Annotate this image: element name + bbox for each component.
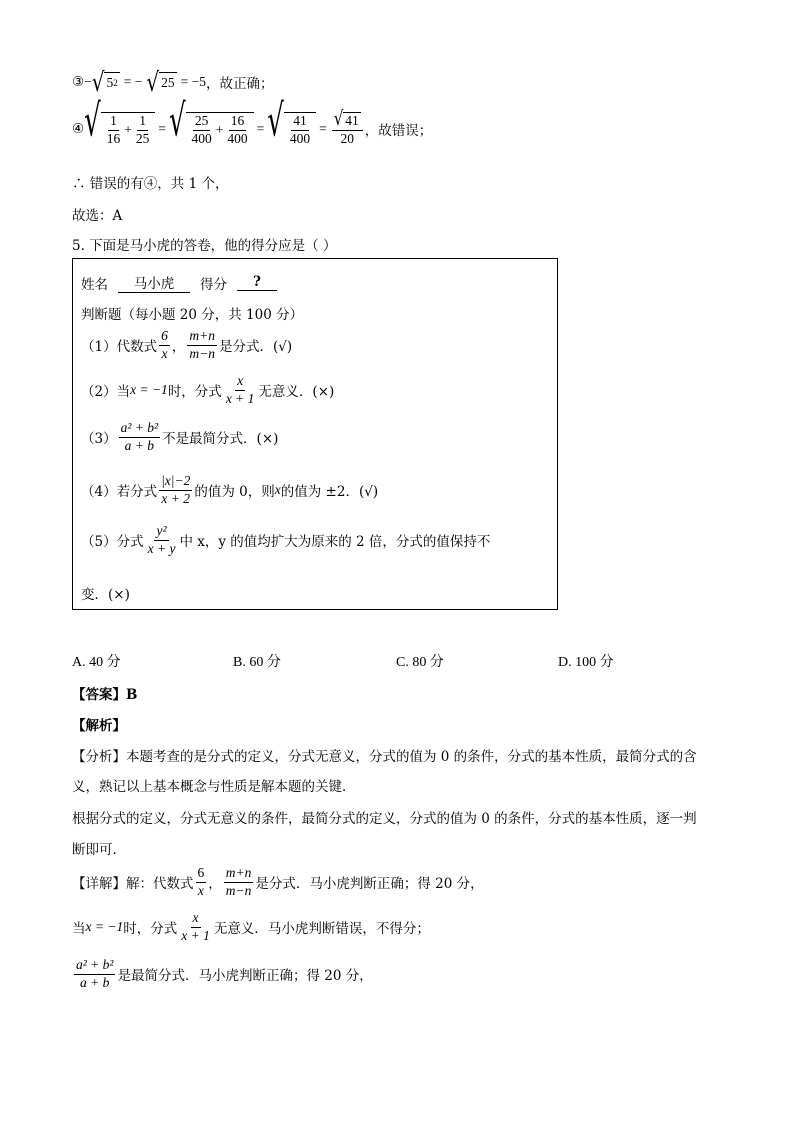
item-4-marker: ④ [72,121,85,138]
prev-choice: 故选：A [72,208,123,224]
equals-sign: = [319,121,327,137]
statement-2: （2）当 x = −1 时，分式 $\frac{x}{x + 1}$ 无意义．(×) [81,373,335,406]
analysis-line-2: 义，熟记以上基本概念与性质是解本题的关键． [72,779,356,795]
analysis-label: 【解析】 [72,718,126,734]
score-value: ? [237,274,277,291]
statement-5-tail: 变．(×) [81,587,130,603]
statement-3: （3） $\frac{\text{a² + b²}}{a + b}$ 不是最简分式．(×) [81,420,279,453]
card-section-title: 判断题（每小题 20 分，共 100 分） [81,307,304,323]
fraction-1-25: $\frac{1}{25}$ [135,113,150,146]
fraction-6-x: $\frac{6}{x}$ [161,328,168,361]
fraction-sqrt41-20: √ 41 20 [332,112,363,147]
fraction-x-over-x-plus-1: $\frac{x}{x + 1}$ [225,373,255,406]
name-label: 姓名 [81,276,108,293]
statement-1: （1）代数式 $\frac{6}{x}$ ， $\frac{m+n}{m-n}$ 是分式．(√) [81,328,293,361]
detail-line-1: 【详解】解：代数式 $\frac{6}{x}$ ， $\frac{m+n}{m-n}$ 是分式．马小虎判断正确；得 20 分， [72,865,484,898]
fraction-absx: $\frac{|x|-2}{x + 2}$ [161,473,191,506]
question-5-stem: 5. 下面是马小虎的答卷，他的得分应是（ ） [72,238,337,254]
fraction-16-400: $\frac{16}{400}$ [227,113,248,146]
sqrt-sum-2: √ $\frac{25}{400}$ + $\frac{16}{400}$ [169,112,254,147]
item-3-conclusion: ，故正确； [205,76,274,92]
fraction-41-400: $\frac{41}{400}$ [289,113,311,146]
sqrt-25: √ 25 [146,66,175,98]
sqrt-sum-1: √ $\frac{1}{16}$ + $\frac{1}{25}$ [84,112,155,147]
sqrt-5-squared: √ 5 2 [91,66,118,98]
item-4-line [72,96,433,148]
fraction-25-400: $\frac{25}{400}$ [191,113,212,146]
option-a: A. 40 分 [72,655,121,670]
analysis-line-1: 【分析】本题考查的是分式的定义，分式无意义，分式的值为 0 的条件，分式的基本性质，最简分式的含 [72,749,697,765]
detail-line-2: 当 x = −1 时，分式 $\frac{x}{x + 1}$ 无意义．马小虎判断错误，不得分； [72,910,430,943]
fraction-1-16: $\frac{1}{16}$ [106,113,121,146]
statement-5: （5）分式 $\frac{\text{y²}}{x + y}$ 中 x，y 的值均扩大为原来的 2 倍，分式的值保持不 [81,523,491,556]
equals-minus: = − [123,74,143,89]
sqrt-41-400: √ $\frac{41}{400}$ [267,112,316,147]
answer-card [72,258,558,610]
detail-fraction-a2b2: $\frac{\text{a² + b²}}{a + b}$ [76,957,114,990]
detail-fraction-x: $\frac{x}{x + 1}$ [181,910,210,943]
equals-result: = −5 [180,74,206,89]
item-4-conclusion: ，故错误； [364,123,433,140]
equals-sign: = [256,121,265,137]
radicand-25: 25 [159,72,177,92]
detail-line-3: $\frac{\text{a² + b²}}{a + b}$ 是最简分式．马小虎判断正确；得 20 分， [76,957,373,990]
option-c: C. 80 分 [396,655,444,670]
item-3-line [72,66,274,98]
analysis-line-3: 根据分式的定义，分式无意义的条件，最简分式的定义，分式的值为 0 的条件，分式的基本性质，逐一判 [72,811,697,827]
item-3-marker: ③ [72,74,85,90]
fraction-a2b2: $\frac{\text{a² + b²}}{a + b}$ [120,420,159,453]
analysis-line-4: 断即可． [72,842,126,858]
exp-2: 2 [113,78,118,88]
summary-line: ∴ 错误的有④，共 1 个， [72,176,229,192]
option-b: B. 60 分 [233,655,281,670]
fraction-y2: $\frac{\text{y²}}{x + y}$ [147,523,176,556]
score-label: 得分 [200,276,227,293]
detail-fraction-6-x: $\frac{6}{x}$ [197,865,205,898]
fraction-mn: $\frac{m+n}{m-n}$ [189,328,215,361]
minus-sign: − [84,74,92,89]
name-value: 马小虎 [118,272,190,293]
statement-4: （4）若分式 $\frac{|x|-2}{x + 2}$ 的值为 0，则 x 的值为 ±2．(√) [81,473,379,506]
option-d: D. 100 分 [558,655,614,670]
answer-label: 【答案】B [72,687,138,703]
base-5: 5 [106,75,114,90]
equals-sign: = [158,121,166,137]
card-header [81,272,277,293]
detail-fraction-mn: $\frac{m+n}{m-n}$ [225,865,252,898]
